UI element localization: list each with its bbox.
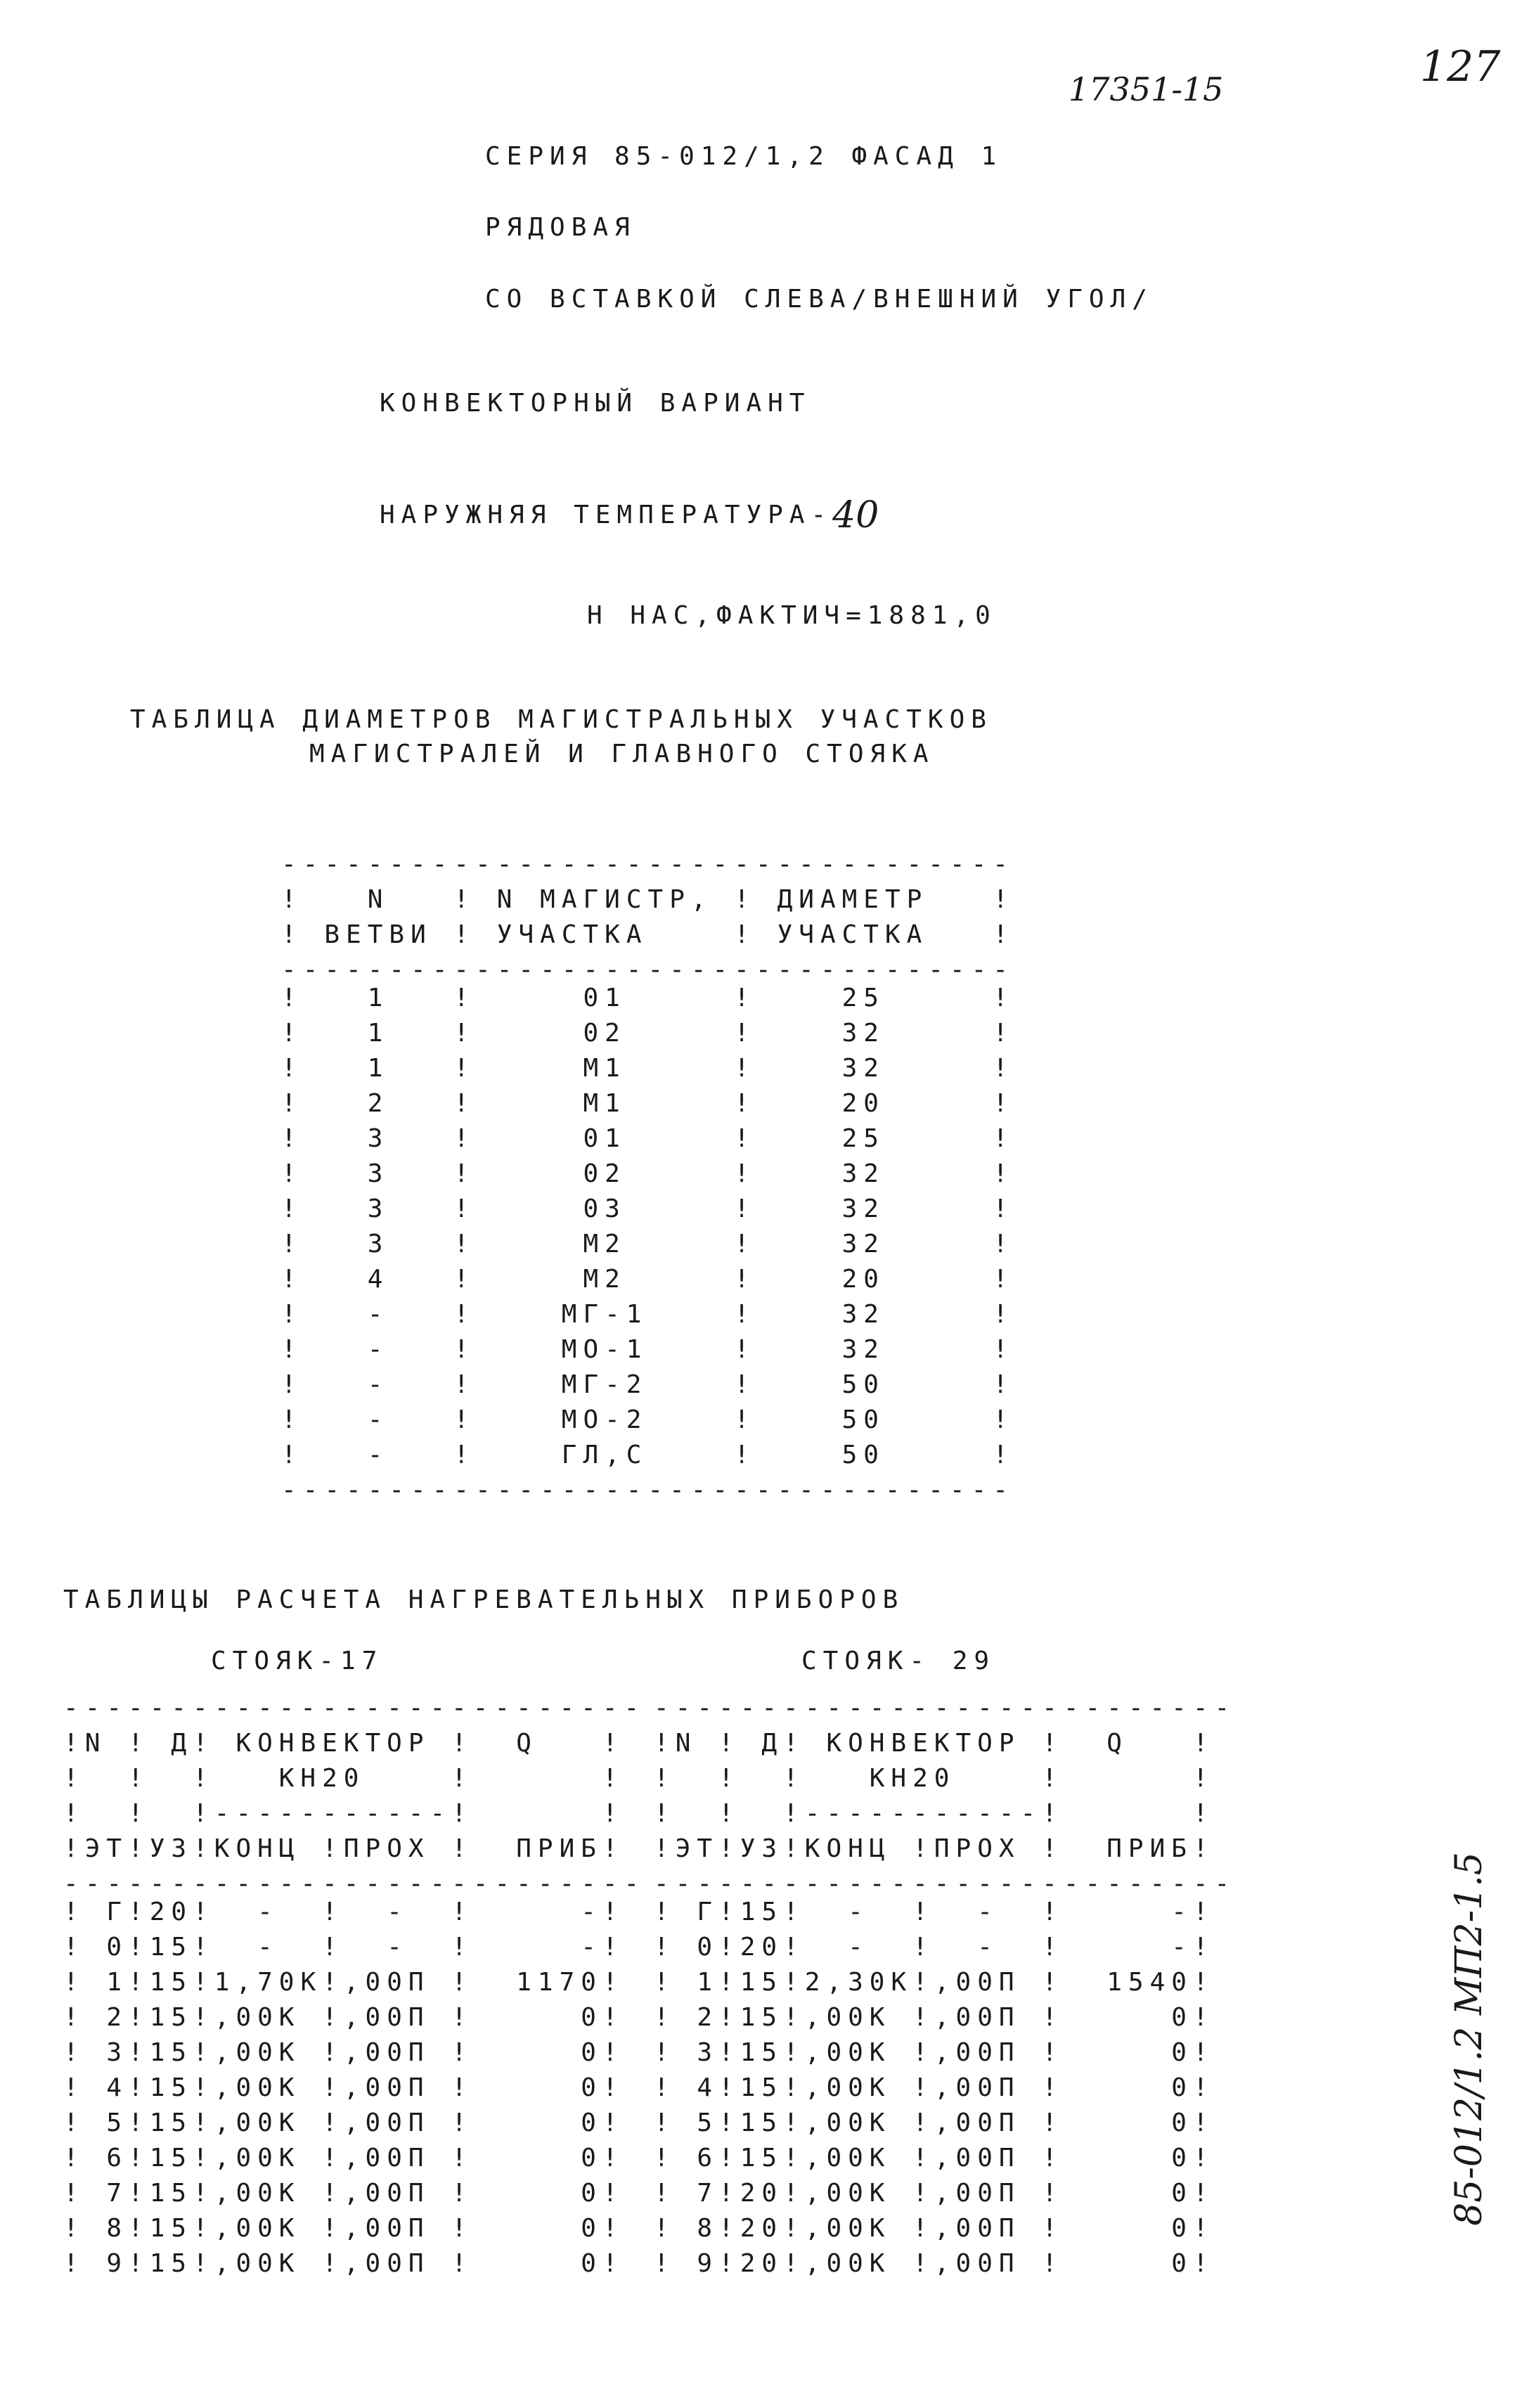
diameters-table-header: ---------------------------------- ! N ! N МАГИСТР, ! ДИАМЕТР ! ! ВЕТВИ ! УЧАСТКА ! УЧАСТКА ! ---------------------------------- <box>281 850 1015 984</box>
temperature-value: 40 <box>832 494 879 536</box>
heater-floor: 7 <box>675 2179 719 2208</box>
table1-diameter: 32 <box>755 1019 993 1048</box>
heater-node: 15 <box>740 2108 784 2137</box>
table1-diameter: 25 <box>755 1124 993 1153</box>
heater-prox-value: ,00П <box>934 2214 1043 2243</box>
h-fact-line: Н НАС,ФАКТИЧ=1881,0 <box>587 601 997 630</box>
heater-row: ! Г!15! - ! - ! -! <box>654 1898 1215 1926</box>
document-code: 17351-15 <box>1069 70 1224 108</box>
table1-col-header: ДИАМЕТР <box>777 885 993 914</box>
heater-konc-value: - <box>804 1933 913 1962</box>
heater-konc-value: ,00К <box>804 2214 913 2243</box>
heater-q-value: - <box>472 1933 602 1962</box>
heater-konc-value: ,00К <box>804 2038 913 2067</box>
table1-branch: 1 <box>302 1019 454 1048</box>
heater-node: 20 <box>740 2214 784 2243</box>
table1-col-header: ВЕТВИ <box>324 920 454 949</box>
heater-konc-value: 2,30К <box>804 1968 913 1997</box>
table1-branch: - <box>302 1370 454 1399</box>
heater-q-value: 0 <box>472 2179 602 2208</box>
stoyak-right-header: --------------------------- !N ! Д! КОНВЕКТОР ! Q ! ! ! ! КН20 ! ! ! ! !-----------! ! !ЭТ!УЗ!КОНЦ !ПРОХ ! ПРИБ! --------------------------- <box>654 1694 1237 1898</box>
table1-branch: - <box>302 1335 454 1364</box>
heater-floor: 3 <box>675 2038 719 2067</box>
table1-diameter: 32 <box>755 1335 993 1364</box>
table1-row: ! 1 ! М1 ! 32 ! <box>281 1054 1014 1083</box>
heater-node: 15 <box>149 2038 193 2067</box>
heater-prox-value: ,00П <box>934 2073 1043 2102</box>
heater-prox-value: ,00П <box>343 2038 452 2067</box>
heater-konc-value: ,00К <box>214 2073 323 2102</box>
heater-konc-value: ,00К <box>214 2003 323 2032</box>
table1-segment: ГЛ,С <box>475 1441 735 1469</box>
heater-konc-value: ,00К <box>804 2003 913 2032</box>
heater-q-value: 0 <box>472 2038 602 2067</box>
header-konc: КОНЦ <box>214 1834 323 1863</box>
heater-node: 15 <box>740 1968 784 1997</box>
page-number: 127 <box>1420 42 1501 91</box>
heater-konc-value: ,00К <box>804 2144 913 2172</box>
table1-diameter: 50 <box>755 1441 993 1469</box>
heater-row: ! 3!15!,00К !,00П ! 0! <box>63 2038 624 2067</box>
heater-floor: 7 <box>84 2179 129 2208</box>
header-konvektor: КОНВЕКТОР <box>804 1729 1043 1758</box>
heater-prox-value: ,00П <box>934 2179 1043 2208</box>
heater-node: 15 <box>149 1968 193 1997</box>
heater-floor: 2 <box>675 2003 719 2032</box>
table1-row: ! 3 ! 01 ! 25 ! <box>281 1124 1014 1153</box>
heater-q-value: 0 <box>472 2003 602 2032</box>
heater-prox-value: - <box>343 1933 452 1962</box>
table1-segment: 02 <box>475 1019 735 1048</box>
table1-branch: - <box>302 1300 454 1329</box>
stoyak-left-rows <box>63 1895 624 2281</box>
heater-q-value: 1170 <box>472 1968 602 1997</box>
header-et: ЭТ <box>84 1834 129 1863</box>
table1-branch: 2 <box>302 1089 454 1118</box>
heater-node: 15 <box>149 2214 193 2243</box>
table1-row: ! 2 ! М1 ! 20 ! <box>281 1089 1014 1118</box>
table1-diameter: 32 <box>755 1054 993 1083</box>
heater-q-value: 0 <box>472 2249 602 2278</box>
heater-floor: 6 <box>675 2144 719 2172</box>
header-et: ЭТ <box>675 1834 719 1863</box>
heater-prox-value: ,00П <box>343 2214 452 2243</box>
heater-prox-value: ,00П <box>934 2249 1043 2278</box>
table1-segment: МГ-1 <box>475 1300 735 1329</box>
table1-segment: М2 <box>475 1265 735 1294</box>
heater-konc-value: - <box>214 1898 323 1926</box>
heater-konc-value: - <box>214 1933 323 1962</box>
heater-node: 20 <box>740 2249 784 2278</box>
heater-konc-value: - <box>804 1898 913 1926</box>
heater-prox-value: - <box>934 1933 1043 1962</box>
heater-q-value: 0 <box>1063 2144 1193 2172</box>
heater-prox-value: ,00П <box>934 2003 1043 2032</box>
type-line: РЯДОВАЯ <box>485 213 636 242</box>
heater-floor: 4 <box>84 2073 129 2102</box>
heater-prox-value: ,00П <box>343 2249 452 2278</box>
table1-col-header: УЧАСТКА <box>496 920 735 949</box>
variant-line: КОНВЕКТОРНЫЙ ВАРИАНТ <box>380 389 811 418</box>
table1-branch: 3 <box>302 1124 454 1153</box>
heater-floor: Г <box>84 1898 129 1926</box>
header-d: Д <box>149 1729 193 1758</box>
table1-segment: МО-2 <box>475 1405 735 1434</box>
heater-prox-value: ,00П <box>934 1968 1043 1997</box>
heater-node: 20 <box>149 1898 193 1926</box>
insert-line: СО ВСТАВКОЙ СЛЕВА/ВНЕШНИЙ УГОЛ/ <box>485 285 1154 314</box>
header-konc: КОНЦ <box>804 1834 913 1863</box>
header-prox: ПРОХ <box>343 1834 452 1863</box>
heater-node: 15 <box>740 2073 784 2102</box>
heater-prox-value: - <box>343 1898 452 1926</box>
heater-node: 15 <box>149 2179 193 2208</box>
table1-row: ! - ! МО-2 ! 50 ! <box>281 1405 1014 1434</box>
table1-diameter: 20 <box>755 1265 993 1294</box>
table1-diameter: 32 <box>755 1195 993 1223</box>
heater-row: ! 4!15!,00К !,00П ! 0! <box>654 2073 1215 2102</box>
heater-q-value: 1540 <box>1063 1968 1193 1997</box>
heater-floor: 9 <box>84 2249 129 2278</box>
heater-row: ! 5!15!,00К !,00П ! 0! <box>63 2108 624 2137</box>
temperature-line <box>380 490 879 536</box>
heater-row: ! 6!15!,00К !,00П ! 0! <box>63 2144 624 2172</box>
heater-konc-value: ,00К <box>214 2179 323 2208</box>
heater-prox-value: ,00П <box>343 2003 452 2032</box>
heater-node: 15 <box>149 2073 193 2102</box>
table1-diameter: 32 <box>755 1300 993 1329</box>
heater-prox-value: ,00П <box>343 2144 452 2172</box>
table1-title-line2: МАГИСТРАЛЕЙ И ГЛАВНОГО СТОЯКА <box>309 740 935 768</box>
table1-row: ! 3 ! 02 ! 32 ! <box>281 1159 1014 1188</box>
table1-row: ! 1 ! 02 ! 32 ! <box>281 1019 1014 1048</box>
heater-row: ! 2!15!,00К !,00П ! 0! <box>654 2003 1215 2032</box>
header-prib: ПРИБ <box>472 1834 602 1863</box>
table1-branch: 4 <box>302 1265 454 1294</box>
table1-segment: 02 <box>475 1159 735 1188</box>
heater-konc-value: ,00К <box>804 2073 913 2102</box>
table1-col-header: УЧАСТКА <box>777 920 993 949</box>
heater-row: ! 1!15!1,70К!,00П ! 1170! <box>63 1968 624 1997</box>
table1-branch: 1 <box>302 984 454 1012</box>
heater-node: 20 <box>740 2179 784 2208</box>
heater-tables-title: ТАБЛИЦЫ РАСЧЕТА НАГРЕВАТЕЛЬНЫХ ПРИБОРОВ <box>63 1585 905 1614</box>
heater-konc-value: ,00К <box>804 2179 913 2208</box>
series-line: СЕРИЯ 85-012/1,2 ФАСАД 1 <box>485 142 1003 171</box>
heater-row: ! 3!15!,00К !,00П ! 0! <box>654 2038 1215 2067</box>
table1-branch: - <box>302 1441 454 1469</box>
table1-branch: - <box>302 1405 454 1434</box>
heater-konc-value: ,00К <box>214 2038 323 2067</box>
stoyak-right-rows <box>654 1895 1215 2281</box>
table1-segment: М2 <box>475 1230 735 1258</box>
heater-node: 20 <box>740 1933 784 1962</box>
heater-row: ! 1!15!2,30К!,00П ! 1540! <box>654 1968 1215 1997</box>
heater-node: 15 <box>149 2108 193 2137</box>
heater-node: 15 <box>740 2038 784 2067</box>
heater-row: ! 7!20!,00К !,00П ! 0! <box>654 2179 1215 2208</box>
heater-prox-value: ,00П <box>934 2038 1043 2067</box>
temperature-label: НАРУЖНЯЯ ТЕМПЕРАТУРА- <box>380 501 833 529</box>
table1-segment: 03 <box>475 1195 735 1223</box>
heater-row: ! 4!15!,00К !,00П ! 0! <box>63 2073 624 2102</box>
table1-segment: М1 <box>475 1089 735 1118</box>
heater-q-value: 0 <box>1063 2073 1193 2102</box>
table1-title-line1: ТАБЛИЦА ДИАМЕТРОВ МАГИСТРАЛЬНЫХ УЧАСТКОВ <box>130 705 993 734</box>
header-prib: ПРИБ <box>1063 1834 1193 1863</box>
table1-branch: 3 <box>302 1159 454 1188</box>
heater-prox-value: ,00П <box>343 2108 452 2137</box>
heater-floor: 2 <box>84 2003 129 2032</box>
heater-q-value: 0 <box>1063 2108 1193 2137</box>
table1-row: ! 3 ! 03 ! 32 ! <box>281 1195 1014 1223</box>
header-prox: ПРОХ <box>934 1834 1043 1863</box>
heater-row: ! 9!15!,00К !,00П ! 0! <box>63 2249 624 2278</box>
header-uz: УЗ <box>149 1834 193 1863</box>
heater-floor: 8 <box>675 2214 719 2243</box>
heater-floor: 6 <box>84 2144 129 2172</box>
heater-row: ! 8!15!,00К !,00П ! 0! <box>63 2214 624 2243</box>
table1-diameter: 20 <box>755 1089 993 1118</box>
header-d: Д <box>740 1729 784 1758</box>
table1-segment: 01 <box>475 984 735 1012</box>
header-kn: КН20 <box>804 1764 1043 1793</box>
heater-q-value: 0 <box>472 2073 602 2102</box>
table1-diameter: 32 <box>755 1230 993 1258</box>
heater-prox-value: ,00П <box>934 2108 1043 2137</box>
header-q: Q <box>472 1729 602 1758</box>
heater-row: ! 5!15!,00К !,00П ! 0! <box>654 2108 1215 2137</box>
heater-q-value: - <box>1063 1933 1193 1962</box>
heater-q-value: 0 <box>472 2108 602 2137</box>
heater-konc-value: 1,70К <box>214 1968 323 1997</box>
diameters-table-body: ! 1 ! 01 ! 25 ! ! 1 ! 02 ! 32 ! ! 1 ! М1 ! 32 ! ! 2 ! М1 ! 20 ! ! 3 ! 01 ! 25 ! ! 3 ! 02 ! 32 ! ! 3 ! 03 ! 32 ! ! 3 ! М2 ! 32 ! ! 4 ! М2 ! 20 ! ! - ! МГ-1 ! 32 ! ! - ! МО-1 ! 32 ! ! - ! МГ-2 ! 50 ! ! - ! МО-2 ! 50 ! ! - ! ГЛ,С ! 50 ! ---------------------------------- <box>281 984 1014 1505</box>
heater-q-value: 0 <box>1063 2003 1193 2032</box>
heater-row: ! 0!20! - ! - ! -! <box>654 1933 1215 1962</box>
table1-diameter: 50 <box>755 1405 993 1434</box>
heater-floor: 1 <box>675 1968 719 1997</box>
table1-row: ! 4 ! М2 ! 20 ! <box>281 1265 1014 1294</box>
header-konvektor: КОНВЕКТОР <box>214 1729 452 1758</box>
table1-col-header: N <box>324 885 454 914</box>
heater-node: 15 <box>149 2144 193 2172</box>
heater-floor: 8 <box>84 2214 129 2243</box>
heater-prox-value: ,00П <box>343 2179 452 2208</box>
table1-segment: МГ-2 <box>475 1370 735 1399</box>
stoyak-left-title: СТОЯК-17 <box>211 1647 384 1675</box>
table1-row: ! - ! МГ-2 ! 50 ! <box>281 1370 1014 1399</box>
heater-node: 15 <box>149 1933 193 1962</box>
heater-floor: 9 <box>675 2249 719 2278</box>
heater-floor: 5 <box>675 2108 719 2137</box>
header-uz: УЗ <box>740 1834 784 1863</box>
header-q: Q <box>1063 1729 1193 1758</box>
heater-node: 15 <box>149 2249 193 2278</box>
header-n: N <box>675 1729 719 1758</box>
table1-row: ! - ! МГ-1 ! 32 ! <box>281 1300 1014 1329</box>
heater-node: 15 <box>740 2003 784 2032</box>
heater-q-value: 0 <box>472 2214 602 2243</box>
heater-konc-value: ,00К <box>214 2249 323 2278</box>
table1-segment: МО-1 <box>475 1335 735 1364</box>
heater-row: ! 2!15!,00К !,00П ! 0! <box>63 2003 624 2032</box>
table1-diameter: 32 <box>755 1159 993 1188</box>
table1-branch: 3 <box>302 1195 454 1223</box>
table1-row: ! 1 ! 01 ! 25 ! <box>281 984 1014 1012</box>
side-series-code <box>1413 1852 1525 2226</box>
table1-row: ! 3 ! М2 ! 32 ! <box>281 1230 1014 1258</box>
stoyak-left-header: --------------------------- !N ! Д! КОНВЕКТОР ! Q ! ! ! ! КН20 ! ! ! ! !-----------! ! !ЭТ!УЗ!КОНЦ !ПРОХ ! ПРИБ! --------------------------- <box>63 1694 646 1898</box>
heater-q-value: 0 <box>472 2144 602 2172</box>
table1-diameter: 25 <box>755 984 993 1012</box>
heater-konc-value: ,00К <box>214 2108 323 2137</box>
stoyak-right-title: СТОЯК- 29 <box>801 1647 996 1675</box>
table1-segment: 01 <box>475 1124 735 1153</box>
table1-row: ! - ! ГЛ,С ! 50 ! <box>281 1441 1014 1469</box>
header-kn: КН20 <box>214 1764 452 1793</box>
table1-branch: 3 <box>302 1230 454 1258</box>
heater-node: 15 <box>740 1898 784 1926</box>
heater-row: ! 6!15!,00К !,00П ! 0! <box>654 2144 1215 2172</box>
heater-konc-value: ,00К <box>804 2108 913 2137</box>
heater-prox-value: ,00П <box>934 2144 1043 2172</box>
heater-q-value: 0 <box>1063 2214 1193 2243</box>
table1-diameter: 50 <box>755 1370 993 1399</box>
heater-node: 15 <box>149 2003 193 2032</box>
side-series-code-text: 85-012/1.2 МП2-1.5 <box>1448 1852 1490 2226</box>
header-n: N <box>84 1729 129 1758</box>
heater-row: ! 9!20!,00К !,00П ! 0! <box>654 2249 1215 2278</box>
heater-konc-value: ,00К <box>214 2214 323 2243</box>
heater-floor: 3 <box>84 2038 129 2067</box>
heater-konc-value: ,00К <box>804 2249 913 2278</box>
heater-konc-value: ,00К <box>214 2144 323 2172</box>
heater-node: 15 <box>740 2144 784 2172</box>
heater-floor: 4 <box>675 2073 719 2102</box>
heater-q-value: - <box>472 1898 602 1926</box>
heater-row: ! Г!20! - ! - ! -! <box>63 1898 624 1926</box>
heater-floor: 1 <box>84 1968 129 1997</box>
table1-col-header: N МАГИСТР, <box>496 885 735 914</box>
heater-floor: 0 <box>675 1933 719 1962</box>
heater-floor: 0 <box>84 1933 129 1962</box>
heater-q-value: 0 <box>1063 2249 1193 2278</box>
table1-segment: М1 <box>475 1054 735 1083</box>
heater-prox-value: ,00П <box>343 1968 452 1997</box>
heater-prox-value: ,00П <box>343 2073 452 2102</box>
heater-row: ! 7!15!,00К !,00П ! 0! <box>63 2179 624 2208</box>
heater-q-value: 0 <box>1063 2038 1193 2067</box>
heater-q-value: 0 <box>1063 2179 1193 2208</box>
heater-q-value: - <box>1063 1898 1193 1926</box>
heater-row: ! 8!20!,00К !,00П ! 0! <box>654 2214 1215 2243</box>
table1-row: ! - ! МО-1 ! 32 ! <box>281 1335 1014 1364</box>
heater-floor: 5 <box>84 2108 129 2137</box>
heater-floor: Г <box>675 1898 719 1926</box>
heater-row: ! 0!15! - ! - ! -! <box>63 1933 624 1962</box>
heater-prox-value: - <box>934 1898 1043 1926</box>
table1-branch: 1 <box>302 1054 454 1083</box>
